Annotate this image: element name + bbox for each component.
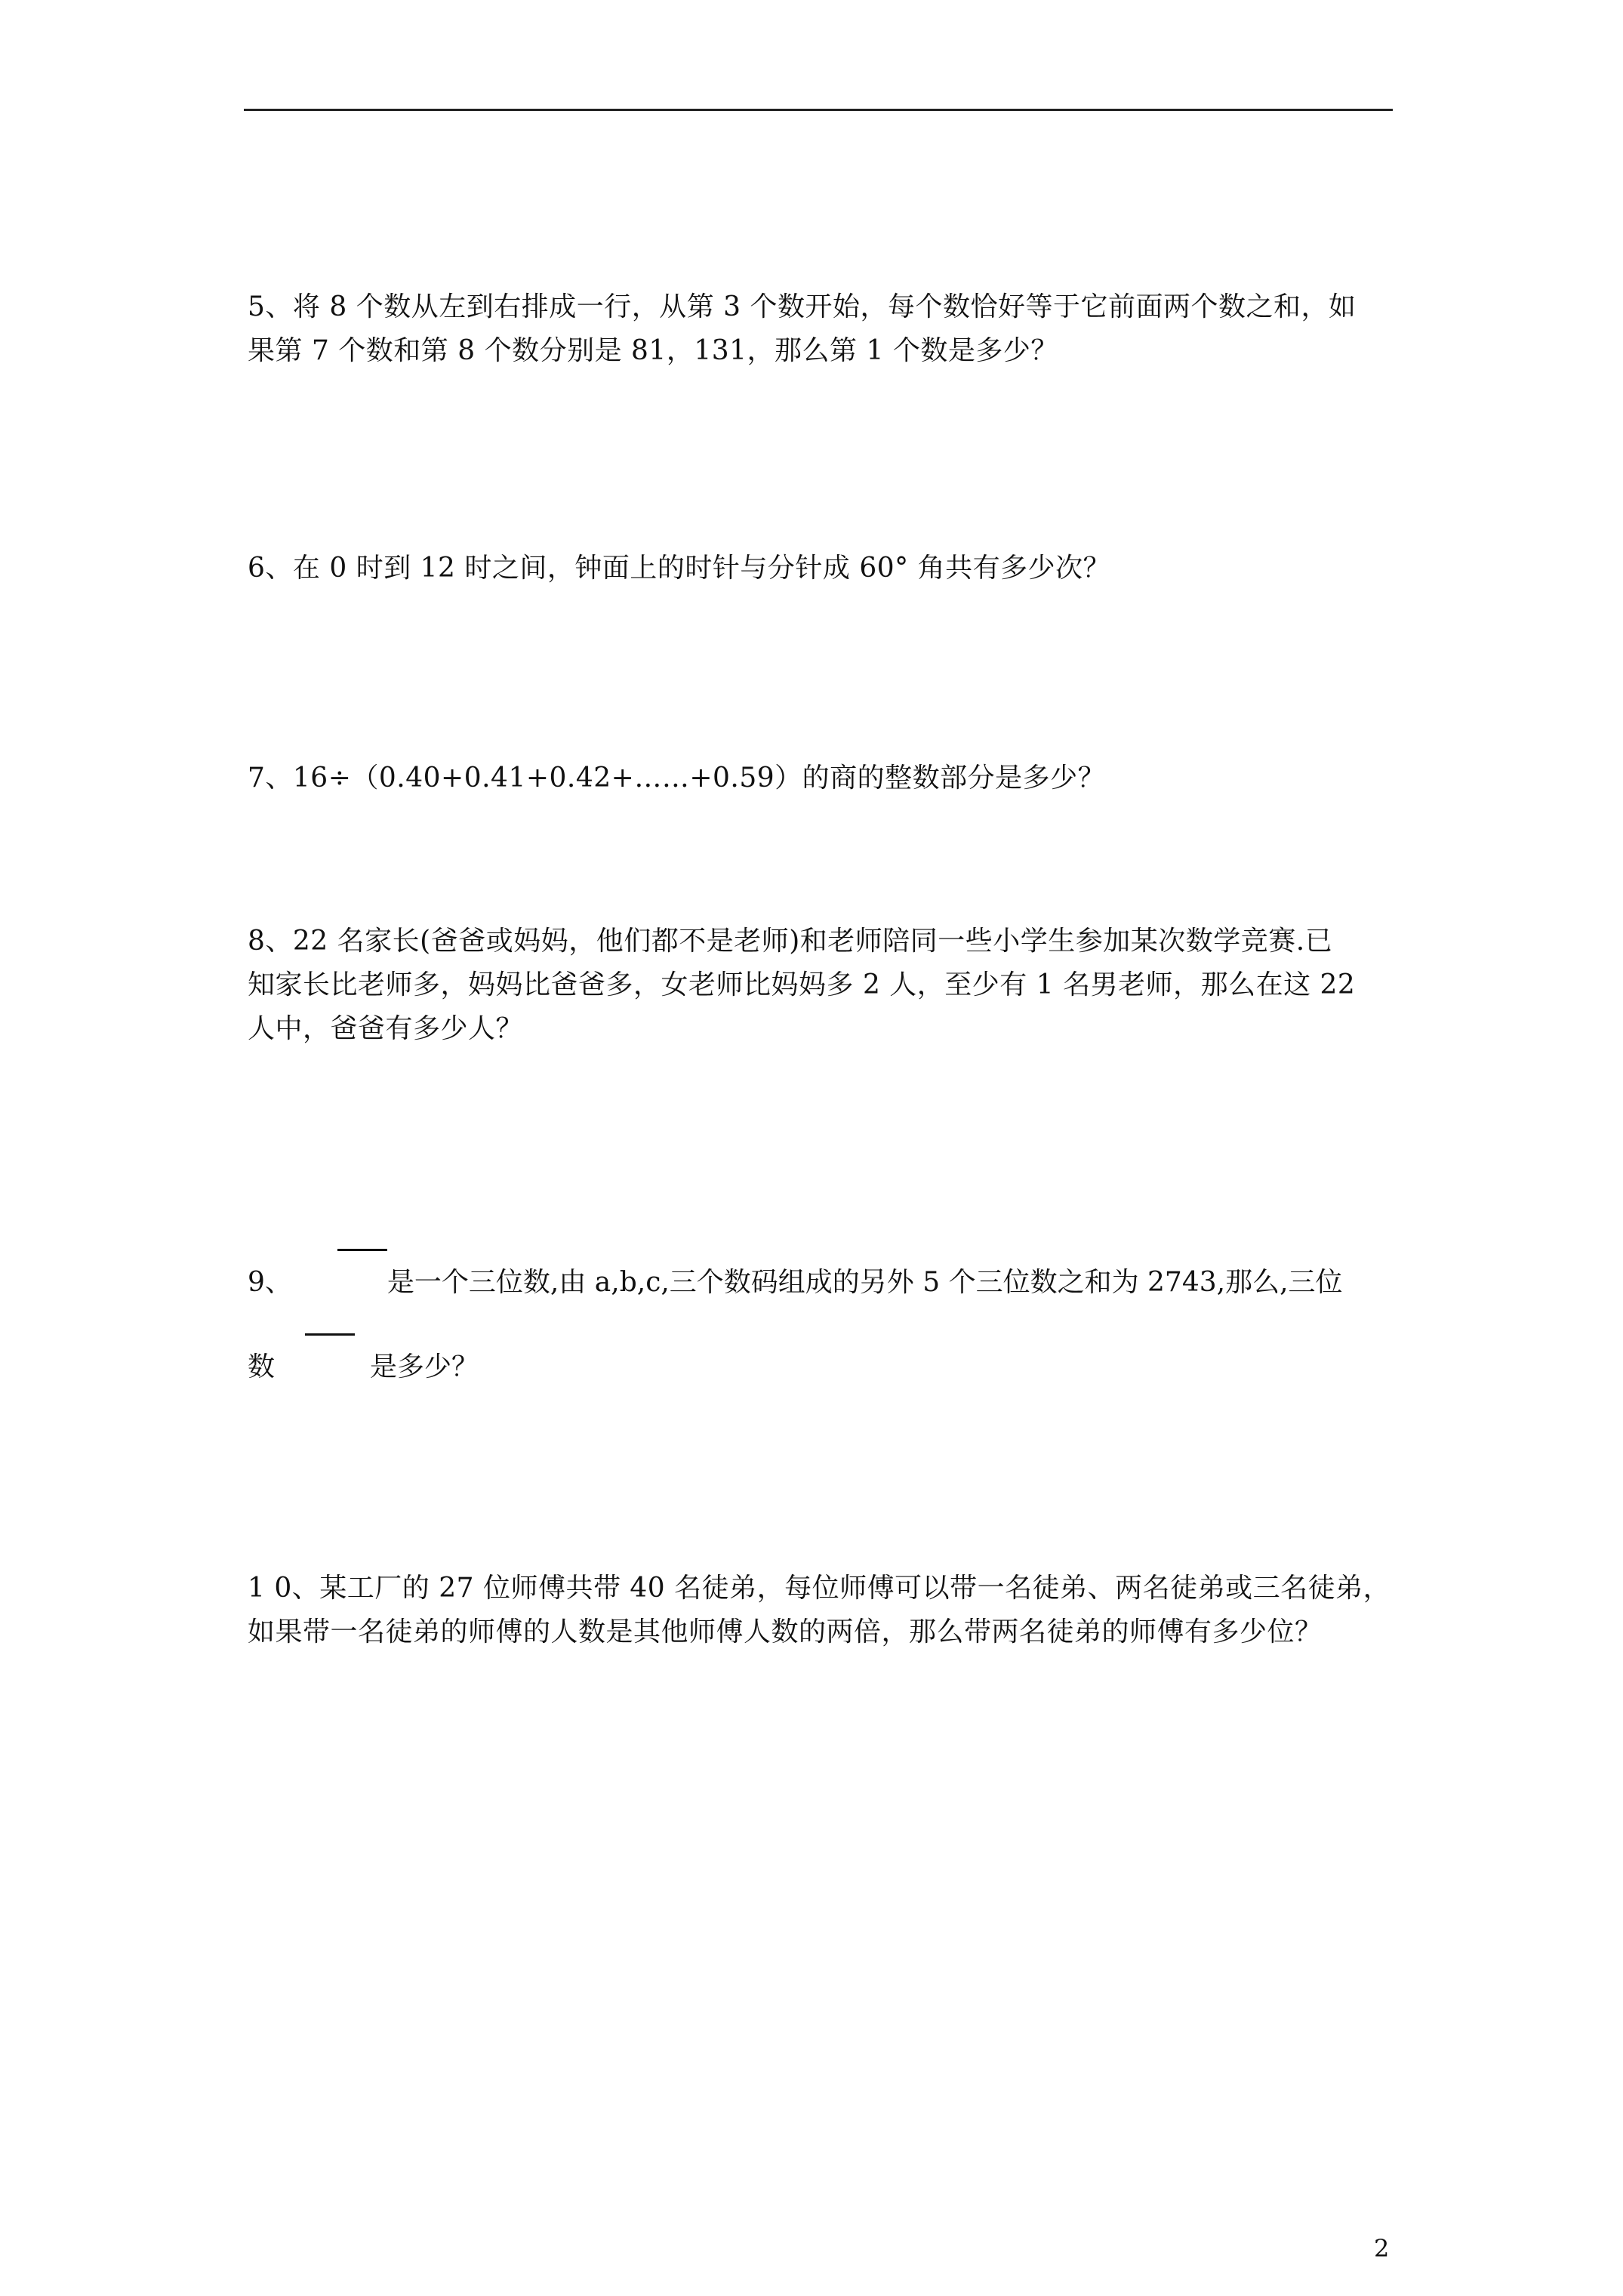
question-8	[248, 920, 1395, 1051]
question-6-line-1: 6、在 0 时到 12 时之间，钟面上的时针与分针成 60° 角共有多少次？	[248, 553, 1111, 584]
question-5	[248, 285, 1395, 373]
question-10-line-2: 如果带一名徒弟的师傅的人数是其他师傅人数的两倍，那么带两名徒弟的师傅有多少位？	[248, 1616, 1323, 1647]
question-5-line-2: 果第 7 个数和第 8 个数分别是 81，131，那么第 1 个数是多少？	[248, 335, 1058, 366]
question-9-line-1	[248, 1261, 1343, 1305]
question-6	[248, 547, 1395, 590]
overlined-number-blank	[337, 1261, 387, 1305]
question-9-line-2-suffix: 是多少？	[370, 1351, 479, 1382]
question-9-text: 是一个三位数,由 a,b,c,三个数码组成的另外 5 个三位数之和为 2743,那么,三位	[387, 1267, 1343, 1298]
question-8-line-2: 知家长比老师多，妈妈比爸爸多，女老师比妈妈多 2 人，至少有 1 名男老师，那么在这 22	[248, 969, 1356, 1000]
question-10-line-1: 1 0、某工厂的 27 位师傅共带 40 名徒弟，每位师傅可以带一名徒弟、两名徒弟或三名徒弟，	[248, 1573, 1391, 1604]
question-8-line-1: 8、22 名家长(爸爸或妈妈，他们都不是老师)和老师陪同一些小学生参加某次数学竞赛.已	[248, 926, 1333, 957]
question-7	[248, 757, 1395, 800]
question-10	[248, 1567, 1395, 1654]
question-9-line-2	[248, 1345, 479, 1389]
page-number: 2	[1374, 2234, 1390, 2263]
question-7-line-1: 7、16÷（0.40+0.41+0.42+……+0.59）的商的整数部分是多少？	[248, 763, 1106, 794]
question-5-line-1: 5、将 8 个数从左到右排成一行，从第 3 个数开始，每个数恰好等于它前面两个数之和，如	[248, 291, 1357, 322]
question-9-line-2-prefix: 数	[248, 1351, 276, 1382]
overlined-number-blank-2	[305, 1345, 355, 1389]
overline-bar-2	[305, 1333, 355, 1336]
question-9-prefix: 9、	[248, 1267, 292, 1298]
header-rule	[244, 109, 1393, 111]
overline-bar	[337, 1249, 387, 1251]
question-8-line-3: 人中，爸爸有多少人？	[248, 1013, 524, 1044]
